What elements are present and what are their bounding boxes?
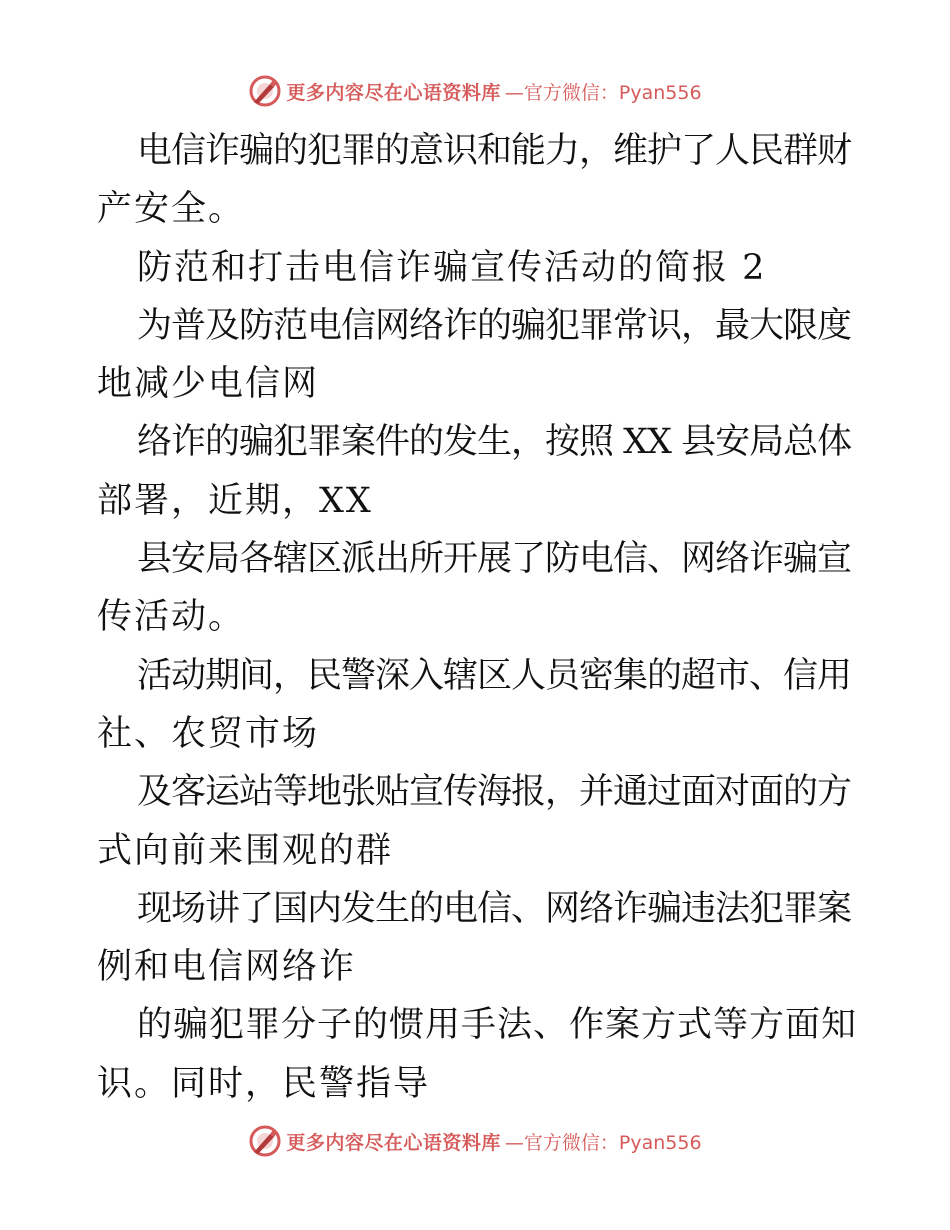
- header-watermark: [0, 74, 950, 108]
- footer-watermark: [0, 1124, 950, 1158]
- text-line: 现场讲了国内发生的电信、网络诈骗违法犯罪案: [137, 888, 852, 929]
- text-line: 社、农贸市场: [97, 713, 320, 754]
- text-line: 的骗犯罪分子的惯用手法、作案方式等方面知: [137, 1005, 858, 1046]
- document-body: [97, 122, 857, 1113]
- pen-circle-logo-icon: [248, 1124, 282, 1158]
- text-line: 络诈的骗犯罪案件的发生，按照 XX 县安局总体: [137, 422, 852, 463]
- text-line: 式向前来围观的群: [97, 830, 394, 871]
- text-line: 例和电信网络诈: [97, 947, 357, 988]
- text-line: 为普及防范电信网络诈的骗犯罪常识，最大限度: [137, 305, 852, 346]
- watermark-contact: —官方微信：Pyan556: [504, 1131, 702, 1154]
- text-line: 防范和打击电信诈骗宣传活动的简报 2: [137, 247, 767, 288]
- watermark-text: 更多内容尽在心语资料库: [286, 81, 501, 104]
- text-line: 地减少电信网: [97, 364, 320, 405]
- text-line: 识。同时，民警指导: [97, 1063, 431, 1104]
- text-line: 电信诈骗的犯罪的意识和能力，维护了人民群财: [137, 131, 852, 171]
- text-line: 及客运站等地张贴宣传海报，并通过面对面的方: [137, 772, 852, 813]
- watermark-text: 更多内容尽在心语资料库: [286, 1131, 501, 1154]
- text-line: 县安局各辖区派出所开展了防电信、网络诈骗宣: [137, 539, 852, 580]
- text-line: 产安全。: [97, 189, 246, 230]
- watermark-contact: —官方微信：Pyan556: [504, 81, 702, 104]
- text-line: 活动期间，民警深入辖区人员密集的超市、信用: [137, 655, 852, 696]
- pen-circle-logo-icon: [248, 74, 282, 108]
- text-line: 部署，近期，XX: [97, 480, 373, 521]
- text-line: 传活动。: [97, 597, 246, 638]
